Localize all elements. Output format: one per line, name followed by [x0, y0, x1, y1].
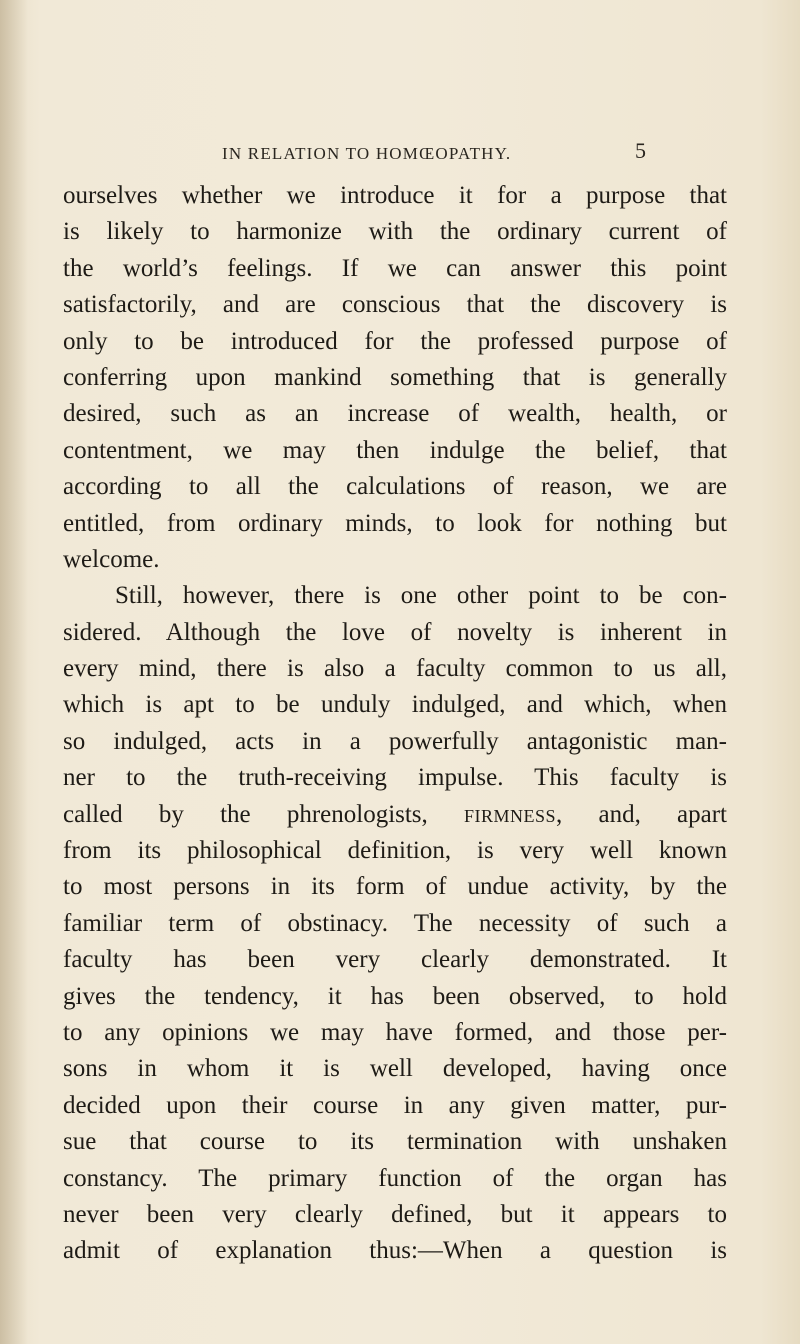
running-head: IN RELATION TO HOMŒOPATHY.: [222, 144, 512, 163]
text-line: sons in whom it is well developed, having once: [63, 1055, 727, 1083]
text-line-firmness: [63, 797, 727, 833]
text-line: satisfactorily, and are conscious that the discovery is: [63, 291, 727, 319]
text-line: from its philosophical definition, is very well known: [63, 837, 727, 865]
text-line: according to all the calculations of reason, we are: [63, 473, 727, 501]
page-number: 5: [635, 138, 646, 163]
text-line: ner to the truth-receiving impulse. This faculty is: [63, 764, 727, 792]
text-line: ourselves whether we introduce it for a purpose that: [63, 182, 727, 209]
binding-shadow: [0, 0, 28, 1344]
text-line: the world’s feelings. If we can answer this point: [63, 254, 727, 282]
text-line: sue that course to its termination with unshaken: [63, 1128, 727, 1156]
text-fragment: , and, apart: [556, 800, 727, 828]
text-line: is likely to harmonize with the ordinary current of: [63, 218, 727, 246]
text-line: Still, however, there is one other point to be con-: [115, 582, 727, 610]
text-line: to any opinions we may have formed, and those per-: [63, 1018, 727, 1046]
text-line: to most persons in its form of undue activity, by the: [63, 873, 727, 901]
text-line: every mind, there is also a faculty common to us all,: [63, 655, 727, 683]
text-line: only to be introduced for the professed purpose of: [63, 327, 727, 355]
text-line: which is apt to be unduly indulged, and which, when: [63, 691, 727, 719]
text-line: so indulged, acts in a powerfully antagonistic man-: [63, 727, 727, 755]
firmness-term: firmness: [464, 800, 557, 828]
text-line: familiar term of obstinacy. The necessity of such a: [63, 909, 727, 937]
text-line: faculty has been very clearly demonstrated. It: [63, 946, 727, 974]
text-line: never been very clearly defined, but it appears to: [63, 1200, 727, 1228]
text-line: welcome.: [63, 545, 160, 573]
body-text: [63, 178, 727, 1270]
text-line: admit of explanation thus:—When a question is: [63, 1237, 727, 1265]
text-line: sidered. Although the love of novelty is inherent in: [63, 618, 727, 646]
text-line: gives the tendency, it has been observed, to hold: [63, 982, 727, 1010]
text-line: entitled, from ordinary minds, to look for nothing but: [63, 509, 727, 537]
text-line: decided upon their course in any given matter, pur-: [63, 1091, 727, 1119]
text-line: constancy. The primary function of the organ has: [63, 1164, 727, 1192]
text-fragment: called by the phrenologists,: [63, 800, 428, 828]
text-line: conferring upon mankind something that is generally: [63, 363, 727, 391]
text-line: contentment, we may then indulge the belief, that: [63, 436, 727, 464]
text-line: desired, such as an increase of wealth, health, or: [63, 400, 727, 428]
